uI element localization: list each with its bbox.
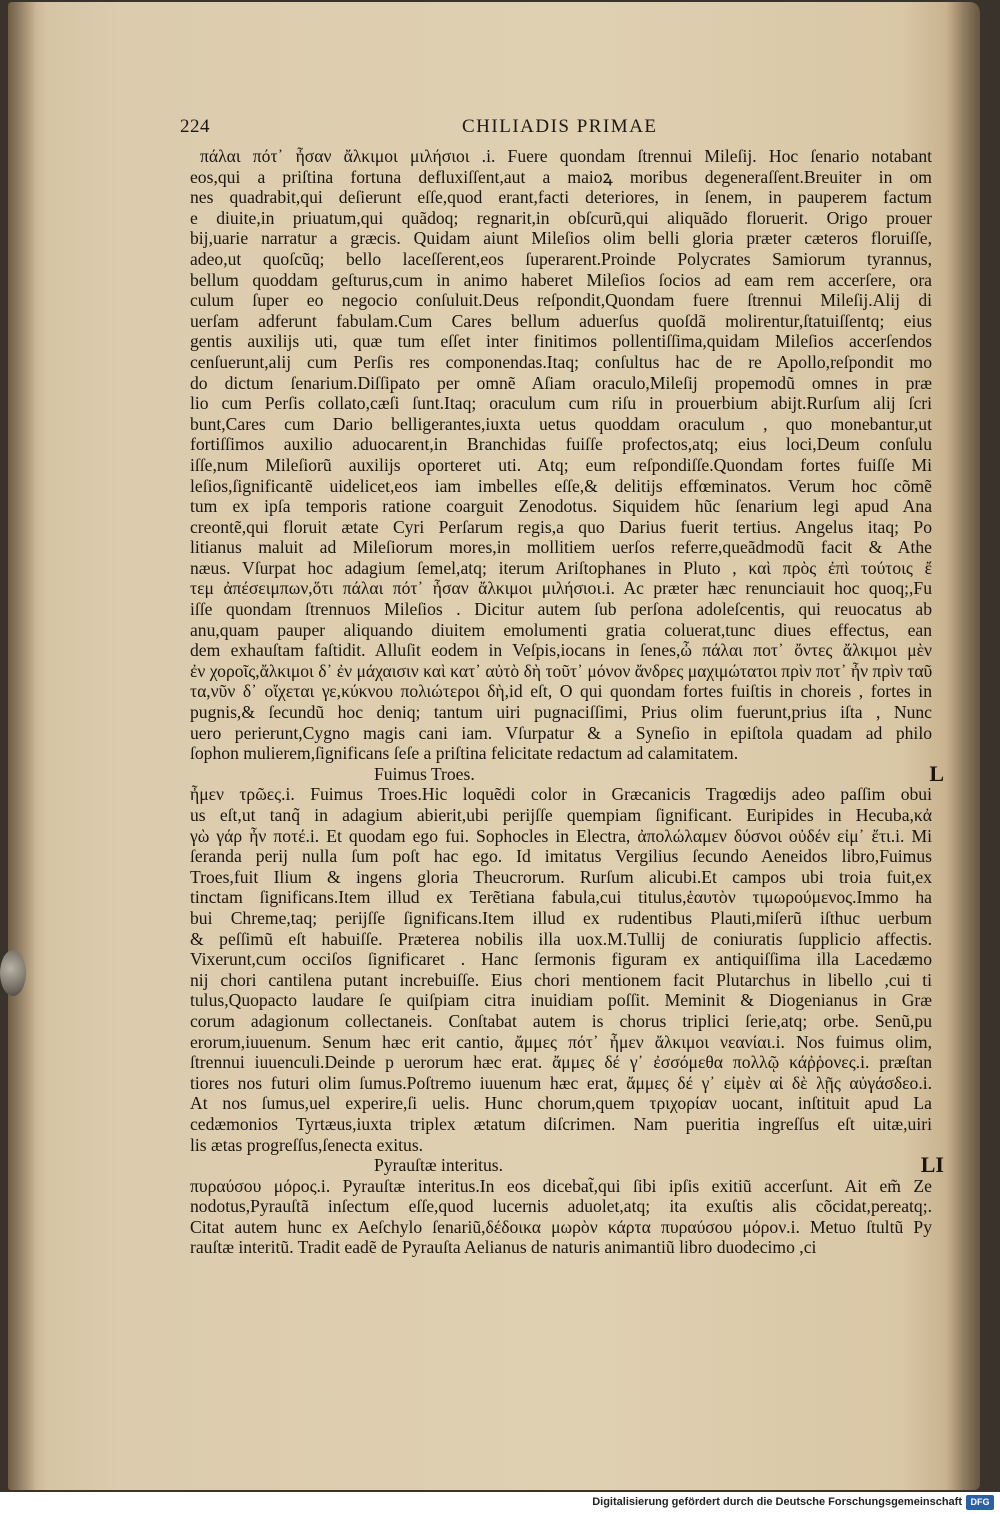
text-line: ἦμεν τρῶες.i. Fuimus Troes.Hic loquẽdi color in Græcanicis Tragœdijs adeo paſſim obui <box>190 784 932 805</box>
text-line: πυραύσου μόρος.i. Pyrauſtæ interitus.In eos dicebat̃,qui ſibi ipſis exitiũ accerſunt. Ait em̃ Ze <box>190 1175 932 1196</box>
text-line: & peſſimũ eſt habuiſſe. Præterea nobilis illa uox.M.Tullij de coniuratis ſupplicio affectis. <box>190 928 932 949</box>
text-line: corum adagionum collectaneis. Conſtabat autem is chorus triplici ſerie,atq; orbe. Senũ,pu <box>190 1010 932 1031</box>
text-line: Troes,fuit Ilium & ingens gloria Theucrorum. Rurſum alicubi.Et campos ubi troia fuit,ex <box>190 866 932 887</box>
page-gutter-shadow <box>8 2 36 1490</box>
adage-heading-row <box>190 1152 944 1178</box>
text-line: ſtrennui iuuenculi.Deinde p uerorum hæc erat. ἄμμες δέ γ᾽ ἐσσόμεθα πολλῷ κάῤῥονες.i. præſtan <box>190 1052 932 1073</box>
text-line: anu,quam pauper aliquando diuitem emolumenti gratia coluerat,tunc diues effectus, ean <box>190 619 932 640</box>
text-line: næus. Vſurpat hoc adagium ſemel,atq; iterum Ariſtophanes in Pluto , καὶ πρὸς ἐπὶ τούτοις ἔ <box>190 557 932 578</box>
text-line: bij,uarie narratur a græcis. Quidam aiunt Mileſios olim belli gloria præter cæteros floruiſſe, <box>190 228 932 249</box>
text-line: Citat autem hunc ex Aeſchylo ſenariũ,δέδοικα μωρὸν κάρτα πυραύσου μόρον.i. Metuo ſtultũ Py <box>190 1216 932 1237</box>
page-header <box>180 116 940 146</box>
text-line: tiores nos futuri olim ſumus.Poſtremo iuuenum hæc erat, ἄμμες δέ γ᾽ εἰμὲν αἰ δὲ λῇς αὐγάσδεο.i. <box>190 1072 932 1093</box>
text-line: iſſe quondam ſtrennuos Mileſios . Dicitur autem ſub perſona adoleſcentis, qui reuocatus ab <box>190 599 932 620</box>
text-line: At nos ſumus,uel experire,ſi uelis. Hunc chorum,quem τριχορίαν uocant, inſtituit apud La <box>190 1093 932 1114</box>
book-clasp <box>0 950 26 996</box>
text-line: cenſuerunt,alij cum Perſis res componendas.Itaq; conſultus hac de re Apollo,reſpondit mo <box>190 351 932 372</box>
text-line: tulus,Quopacto laudare ſe quiſpiam citra inuidiam poſſit. Meminit & Diogenianus in Græ <box>190 990 932 1011</box>
text-line: eos,qui a priſtina fortuna defluxiſſent,aut a maioꝝ moribus degeneraſſent.Breuiter in om <box>190 166 932 187</box>
adage-number: L <box>929 760 944 786</box>
text-line: culum ſuper eo negocio conſuluit.Deus reſpondit,Quondam fuere ſtrennui Mileſij.Alij di <box>190 290 932 311</box>
dfg-logo-text: DFG <box>970 1497 990 1507</box>
text-line: pugnis,& ſecundũ hoc deniq; tantum uiri pugnaciſſimi, Prius olim fuerunt,prius iſta , Nunc <box>190 702 932 723</box>
text-line: tum ex ipſa temporis ratione coarguit Zenodotus. Siquidem hũc ſenarium legi apud Ana <box>190 496 932 517</box>
text-line: gentis auxilijs uti, quæ tum eſſet inter finitimos pollentiſſima,quidam Mileſios accerſendos <box>190 331 932 352</box>
digitization-footer <box>0 1492 1000 1514</box>
text-line: bellum quoddam geſturus,cum in animo haberet Mileſios ſocios ad eam rem accerſere, ora <box>190 269 932 290</box>
text-line: iſſe,num Mileſiorũ auxilijs oporteret uti. Atq; eum reſpondiſſe.Quondam fortes fuiſſe Mi <box>190 454 932 475</box>
text-line: bui Chreme,taq; perijſſe ſignificans.Item illud ex rudentibus Plauti,miſerũ iſthuc uerbum <box>190 907 932 928</box>
text-line: e diuite,in priuatum,qui quãdoq; regnarit,in obſcurũ,qui aliquãdo floruerit. Origo prouer <box>190 207 932 228</box>
text-line: uero perierunt,Cygno magis cani iam. Vſurpatur & a Syneſio in epiſtola quadam ad philo <box>190 722 932 743</box>
text-line: litianus maluit ad Mileſiorum mores,in mollitiem uerſos referre,queãdmodũ facit & Athe <box>190 537 932 558</box>
text-line: erorum,iuuenum. Senum hæc erit cantio, ἄμμες πότ᾽ ἦμεν ἄλκιμοι νεανίαι.i. Nos fuimus olim, <box>190 1031 932 1052</box>
text-line: leſios,ſignificantẽ uidelicet,eos iam imbelles eſſe,& delitijs effœminatos. Verum hoc cõmẽ <box>190 475 932 496</box>
adage-number: LI <box>920 1152 944 1178</box>
text-line: do dictum ſenarium.Diſſipato per omnẽ Aſiam oraculo,Mileſij propemodũ omnes in præ <box>190 372 932 393</box>
text-line: lis ætas progreſſus,ſenecta exitus. <box>190 1134 424 1155</box>
text-line: Vixerunt,cum occiſos ſignificaret . Hanc ſermonis figuram ex antiquiſſima illa Lacedæmo <box>190 949 932 970</box>
text-line: dem exhauſtam faſtidit. Alluſit eodem in Veſpis,iocans in ſenes,ὦ πάλαι ποτ᾽ ὄντες ἄλκιμοι μὲν <box>190 640 932 661</box>
text-line: us eſt,ut tanq̃ in adagium abierit,ubi perijſſe quempiam ſignificant. Euripides in Hecuba,κἀ <box>190 805 932 825</box>
text-line: cedæmonios Tyrtæus,iuxta triplex ætatum diſcrimen. Nam pueritia ingreſſus eſt uitæ,uiri <box>190 1113 932 1134</box>
page-edge-shadow <box>946 2 980 1490</box>
adage-heading-row <box>190 760 944 786</box>
text-line: fortiſſimos auxilio aduocarent,in Branchidas fuiſſe profectos,atq; eius loci,Deum conſulu <box>190 434 932 455</box>
text-line: ſeranda perij nulla ſum poſt hac ego. Id imitatus Vergilius ſecundo Aeneidos libro,Fuimus <box>190 846 932 867</box>
text-line: ἐν χοροῖς,ἄλκιμοι δ᾽ ἐν μάχαισιν καὶ κατ᾽ αὐτὸ δὴ τοῦτ᾽ μόνον ἄνδρες μαχιμώτατοι πρὶν ποτ᾽ ἦν πρὶν ταῦ <box>190 660 932 681</box>
page-number: 224 <box>180 116 210 137</box>
text-line: creontẽ,qui floruit ætate Cyri Perſarum regis,a quo Darius fuerit tertius. Angelus itaq; Po <box>190 516 932 537</box>
text-line: ſophon mulierem,ſignificans ſeſe a priſtina felicitate redactum ad calamitatem. <box>190 743 739 764</box>
text-line: uerſam adferunt fabulam.Cum Cares bellum aduerſus quoſdã molirentur,ſtatuiſſentq; eius <box>190 310 932 331</box>
text-line: lio cum Perſis collato,cæſi ſunt.Itaq; oraculum cum riſu in prouerbium abijt.Rurſum alij ſcri <box>190 393 932 414</box>
text-line: adeo,ut quoſcũq; bello laceſſerent,eos ſuperarent.Proinde Polycrates Samiorum tyrannus, <box>190 248 932 269</box>
running-title: CHILIADIS PRIMAE <box>462 116 658 137</box>
text-line: tinctam ſignificans.Item illud ex Terẽtiana fabula,cui titulus,ἑαυτὸν τιμωρούμενος.Immo ha <box>190 887 932 908</box>
text-line: nes quadrabit,qui deſierunt eſſe,quod erant,facti deteriores, in ſenem, in pauperem factum <box>190 187 932 208</box>
text-line: τα,νῦν δ᾽ οἴχεται γε,κύκνου πολιώτεροι δὴ,id eſt, O qui quondam fortes fuiſtis in choreis , fortes in <box>190 681 932 702</box>
body-text <box>190 146 944 1258</box>
text-line: πάλαι πότ᾽ ἦσαν ἄλκιμοι μιλήσιοι .i. Fuere quondam ſtrennui Mileſij. Hoc ſenario notabant <box>200 146 932 166</box>
adage-heading: Fuimus Troes. <box>374 763 475 784</box>
footer-credit: Digitalisierung gefördert durch die Deutsche Forschungsgemeinschaft <box>592 1496 962 1508</box>
text-line: γὼ γάρ ἦν ποτέ.i. Et quodam ego fui. Sophocles in Electra, ἀπολώλαμεν δύσνοι οὐδέν εἰμ᾽ ἔτι.i. Mi <box>190 825 932 846</box>
text-line: bunt,Cares cum Dario belligerantes,iuxta uetus quoddam oraculum , quo monebantur,ut <box>190 413 932 434</box>
text-line: rauſtæ interitũ. Tradit eadẽ de Pyrauſta Aelianus de naturis animantiũ libro duodecimo ,ci <box>190 1237 817 1258</box>
text-line: nij chori cantilena putant increbuiſſe. Eius chori mentionem facit Plutarchus in libello ,cui ti <box>190 969 932 990</box>
text-line: τεμ ἀπέσειμπων,ὅτι πάλαι πότ᾽ ἦσαν ἄλκιμοι μιλήσιοι.i. Ac præter hæc renunciauit hoc quoq;,Fu <box>190 578 932 599</box>
dfg-logo <box>966 1495 994 1510</box>
adage-heading: Pyrauſtæ interitus. <box>374 1155 504 1176</box>
text-line: nodotus,Pyrauſtã inſectum eſſe,quod lucernis aduolet,atq; ita exuſtis alis cõcidat,pereatq;. <box>190 1196 932 1217</box>
